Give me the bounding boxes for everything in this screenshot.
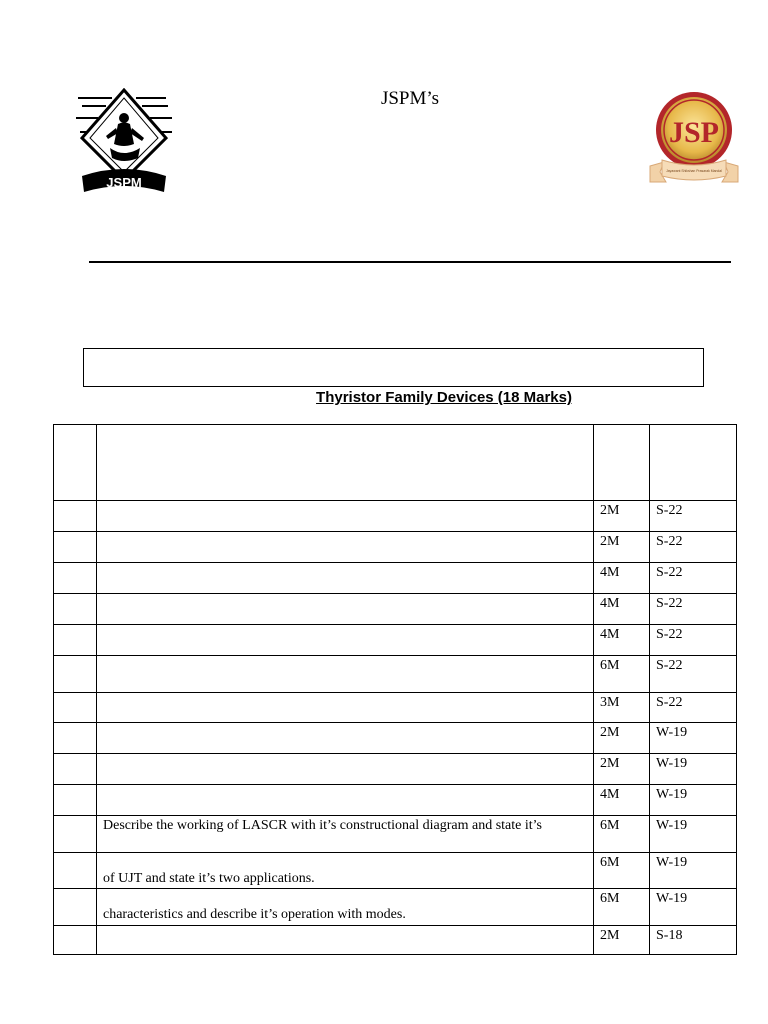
marks-cell: 4M	[594, 785, 650, 816]
question-cell	[97, 723, 594, 754]
table-row	[54, 816, 737, 853]
header-divider	[89, 261, 731, 263]
marks-cell: 2M	[594, 723, 650, 754]
serial-cell	[54, 693, 97, 723]
serial-cell	[54, 926, 97, 955]
header-cell-marks	[594, 425, 650, 501]
question-cell	[97, 625, 594, 656]
marks-cell: 4M	[594, 594, 650, 625]
marks-cell: 2M	[594, 501, 650, 532]
serial-cell	[54, 501, 97, 532]
header-cell-exam	[650, 425, 737, 501]
table-row	[54, 656, 737, 693]
serial-cell	[54, 723, 97, 754]
marks-cell: 6M	[594, 853, 650, 889]
exam-cell: S-22	[650, 693, 737, 723]
table-row	[54, 532, 737, 563]
question-cell	[97, 594, 594, 625]
table-row	[54, 785, 737, 816]
question-cell	[97, 501, 594, 532]
exam-cell: S-22	[650, 594, 737, 625]
table-row	[54, 889, 737, 926]
jsp-emblem-logo-icon	[646, 92, 742, 192]
question-cell: Describe the working of LASCR with it’s constructional diagram and state it’s	[97, 816, 594, 853]
exam-cell: W-19	[650, 889, 737, 926]
serial-cell	[54, 853, 97, 889]
section-heading: Thyristor Family Devices (18 Marks)	[316, 389, 572, 406]
table-row	[54, 926, 737, 955]
table-row	[54, 693, 737, 723]
table-header-row	[54, 425, 737, 501]
serial-cell	[54, 889, 97, 926]
exam-cell: S-22	[650, 563, 737, 594]
question-cell	[97, 926, 594, 955]
exam-cell: W-19	[650, 853, 737, 889]
marks-cell: 4M	[594, 625, 650, 656]
question-cell	[97, 785, 594, 816]
question-text: characteristics and describe it’s operation with modes.	[103, 907, 406, 922]
table-row	[54, 501, 737, 532]
question-cell	[97, 889, 594, 926]
question-text: of UJT and state it’s two applications.	[103, 871, 315, 886]
svg-text:JSP: JSP	[668, 116, 720, 149]
exam-cell: W-19	[650, 785, 737, 816]
marks-cell: 6M	[594, 656, 650, 693]
table-row	[54, 853, 737, 889]
exam-cell: S-18	[650, 926, 737, 955]
serial-cell	[54, 625, 97, 656]
marks-cell: 4M	[594, 563, 650, 594]
exam-cell: S-22	[650, 532, 737, 563]
marks-cell: 6M	[594, 816, 650, 853]
exam-cell: W-19	[650, 816, 737, 853]
table-row	[54, 625, 737, 656]
marks-cell: 2M	[594, 754, 650, 785]
serial-cell	[54, 816, 97, 853]
table-row	[54, 723, 737, 754]
svg-text:Jayawant Shikshan Prasarak Man: Jayawant Shikshan Prasarak Mandal	[666, 169, 722, 173]
exam-cell: S-22	[650, 501, 737, 532]
marks-cell: 2M	[594, 926, 650, 955]
marks-cell: 6M	[594, 889, 650, 926]
question-cell	[97, 563, 594, 594]
serial-cell	[54, 785, 97, 816]
table-row	[54, 754, 737, 785]
header-cell-question	[97, 425, 594, 501]
question-cell	[97, 532, 594, 563]
question-table	[53, 424, 737, 955]
svg-text:JSPM: JSPM	[106, 175, 142, 190]
title-box	[83, 348, 704, 387]
serial-cell	[54, 532, 97, 563]
organization-name: JSPM’s	[380, 88, 440, 109]
table-row	[54, 594, 737, 625]
exam-cell: W-19	[650, 723, 737, 754]
question-cell	[97, 853, 594, 889]
serial-cell	[54, 656, 97, 693]
marks-cell: 3M	[594, 693, 650, 723]
exam-cell: S-22	[650, 656, 737, 693]
header-cell-serial	[54, 425, 97, 501]
question-cell	[97, 693, 594, 723]
question-cell	[97, 754, 594, 785]
serial-cell	[54, 594, 97, 625]
exam-cell: W-19	[650, 754, 737, 785]
marks-cell: 2M	[594, 532, 650, 563]
exam-cell: S-22	[650, 625, 737, 656]
question-cell	[97, 656, 594, 693]
serial-cell	[54, 563, 97, 594]
serial-cell	[54, 754, 97, 785]
table-row	[54, 563, 737, 594]
